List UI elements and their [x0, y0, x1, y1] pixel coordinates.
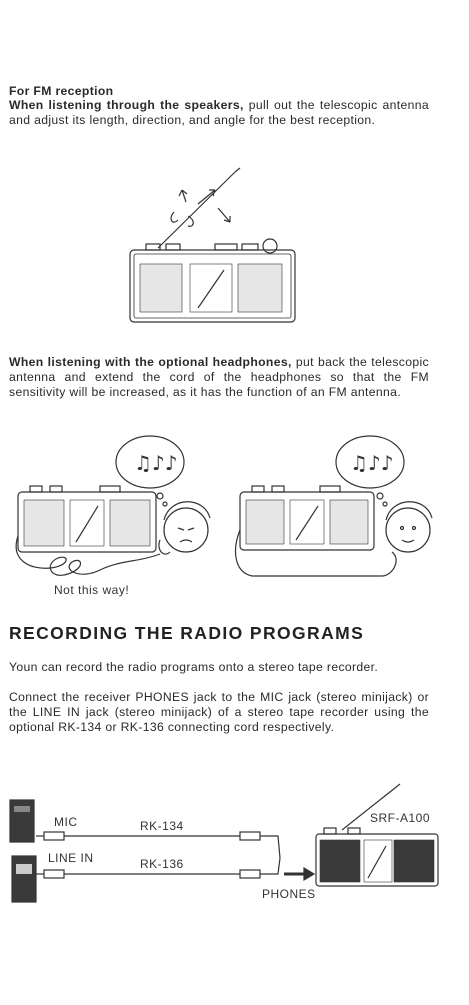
headphones-paragraph: [9, 355, 429, 400]
radio-antenna-illustration: [120, 160, 300, 332]
not-this-way-label: Not this way!: [54, 583, 130, 597]
cord-rk134-label: RK-134: [140, 819, 184, 833]
speakers-lead: When listening through the speakers,: [9, 98, 244, 112]
headphones-lead: When listening with the optional headphones,: [9, 355, 292, 369]
speakers-text: pull out the telescopic antenna and adjust its length, direction, and angle for the best reception.: [9, 98, 429, 127]
svg-text:♫♪♪: ♫♪♪: [134, 451, 178, 475]
fm-reception-title: For FM reception: [9, 84, 114, 98]
model-label: SRF-A100: [370, 811, 431, 825]
svg-text:♫♪♪: ♫♪♪: [350, 451, 394, 475]
line-in-label: LINE IN: [48, 851, 94, 865]
connection-diagram: [8, 780, 448, 910]
headphones-wrong-illustration: [10, 430, 225, 600]
phones-label: PHONES: [262, 887, 316, 901]
recording-heading: RECORDING THE RADIO PROGRAMS: [9, 623, 365, 643]
recording-paragraph-2: Connect the receiver PHONES jack to the MIC jack (stereo minijack) or the LINE IN jack (stereo minijack) of a stereo tape recorder using the optional RK-134 or RK-136 connecting cord respectively.: [9, 690, 429, 734]
recording-paragraph-1: Youn can record the radio programs onto a stereo tape recorder.: [9, 660, 379, 674]
headphones-correct-illustration: [232, 430, 444, 580]
cord-rk136-label: RK-136: [140, 857, 184, 871]
speakers-paragraph: [9, 98, 429, 128]
headphones-text: put back the telescopic antenna and extend the cord of the headphones so that the FM sensitivity will be increased, as it has the function of an FM antenna.: [9, 355, 430, 399]
mic-label: MIC: [54, 815, 78, 829]
